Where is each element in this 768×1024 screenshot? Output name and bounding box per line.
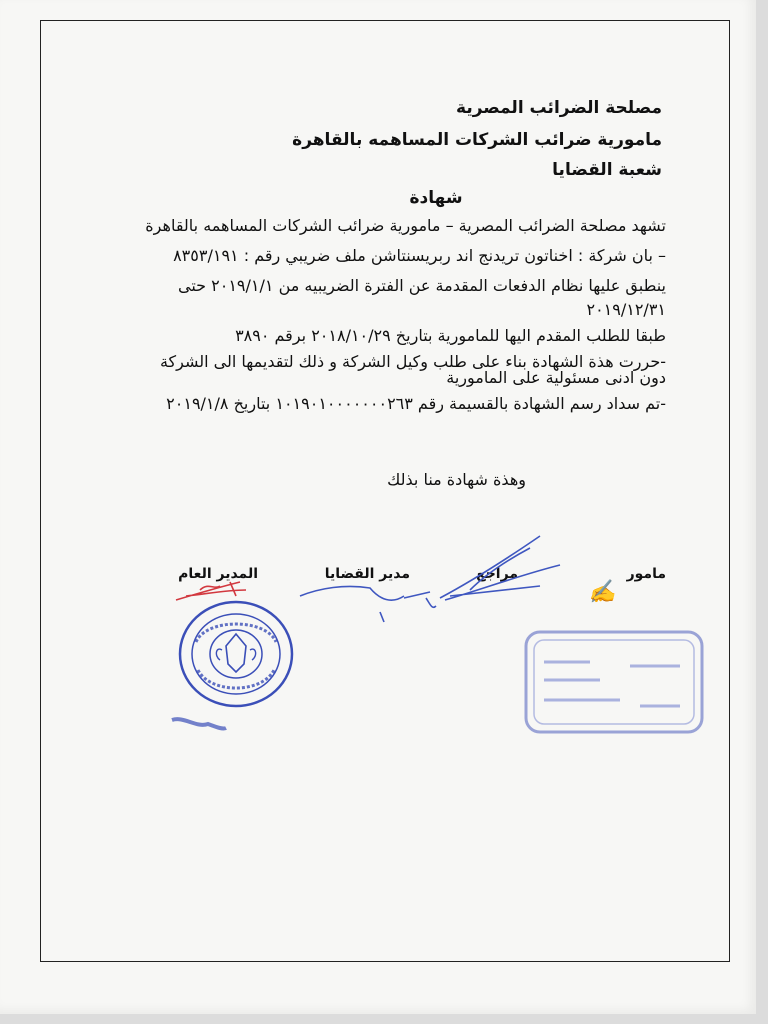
signature-label-reviewer: مراجع <box>476 566 518 582</box>
signature-label-general-manager: المدير العام <box>178 566 258 582</box>
body-line: ينطبق عليها نظام الدفعات المقدمة عن الفترة الضريبيه من ٢٠١٩/١/١ حتى <box>178 276 666 295</box>
header-authority: مصلحة الضرائب المصرية <box>456 98 662 118</box>
document-title: شهادة <box>409 188 463 208</box>
body-line: طبقا للطلب المقدم اليها للمامورية بتاريخ ٢٠١٨/١٠/٢٩ برقم ٣٨٩٠ <box>235 326 666 345</box>
closing-statement: وهذة شهادة منا بذلك <box>387 470 526 489</box>
official-seal-stamp <box>176 598 296 710</box>
signature-label-cases-manager: مدير القضايا <box>324 566 410 582</box>
cases-manager-signature <box>300 586 436 622</box>
reviewer-signature <box>440 536 560 600</box>
faded-office-stamp <box>520 626 710 738</box>
body-line: تشهد مصلحة الضرائب المصرية – مامورية ضرائب الشركات المساهمه بالقاهرة <box>145 216 666 235</box>
header-section: شعبة القضايا <box>552 160 662 180</box>
body-line: دون ادنى مسئولية على المامورية <box>446 368 666 387</box>
body-line: ٢٠١٩/١٢/٣١ <box>586 300 666 319</box>
officer-signature: ✍ <box>587 579 617 606</box>
ink-smudge <box>172 719 226 728</box>
body-line: -حررت هذة الشهادة بناء على طلب وكيل الشركة و ذلك لتقديمها الى الشركة <box>159 352 666 371</box>
body-line: – بان شركة : اخناتون تريدنج اند ربريسنتاشن ملف ضريبي رقم : ٨٣٥٣/١٩١ <box>173 246 666 265</box>
body-line: -تم سداد رسم الشهادة بالقسيمة رقم ١٠١٩٠١٠٠٠٠٠٠٠٢٦٣ بتاريخ ٢٠١٩/١/٨ <box>166 394 666 413</box>
header-office: مامورية ضرائب الشركات المساهمه بالقاهرة <box>292 130 662 150</box>
signature-label-officer: مامور <box>626 566 666 582</box>
